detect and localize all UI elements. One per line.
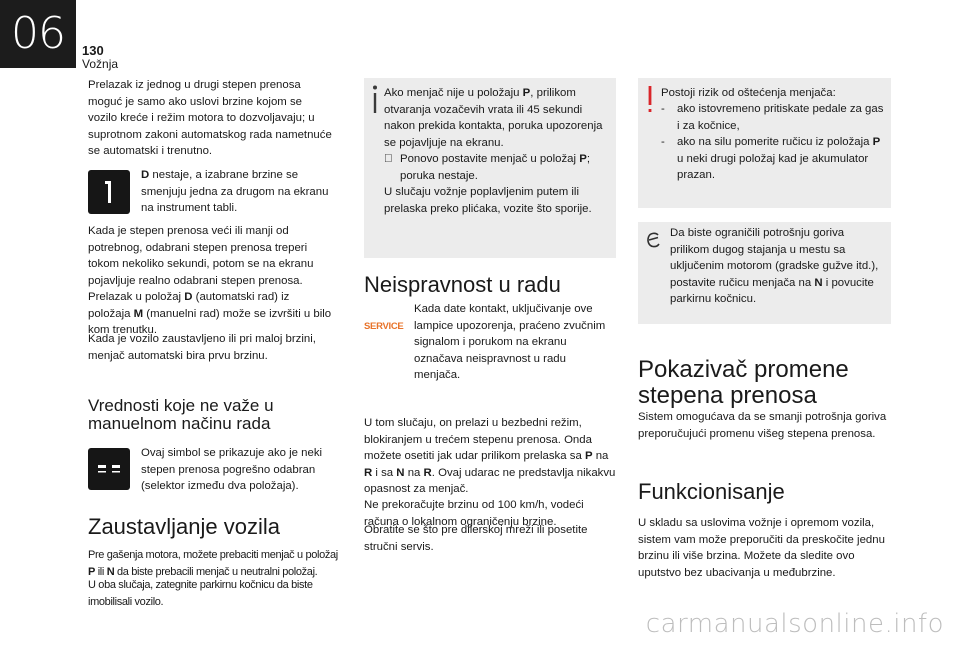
d-description	[141, 167, 331, 217]
d-text: nestaje, a izabrane brzine se smenjuju jedna za drugom na ekranu na instrument tabli.	[141, 169, 329, 215]
heading-stopping: Zaustavljanje vozila	[88, 514, 280, 539]
stopping-paragraph-1: Pre gašenja motora, možete prebaciti menjač u položaj P ili N da biste prebacili menjač u neutralni položaj.	[88, 549, 338, 578]
warning-exclamation-icon	[644, 84, 656, 114]
chapter-tab: 06	[0, 0, 76, 68]
section-name: Vožnja	[82, 57, 119, 71]
warning-list	[661, 101, 887, 184]
d-label: D	[141, 169, 150, 181]
heading-fault: Neispravnost u radu	[364, 272, 561, 297]
heading-gear-indicator: Pokazivač promene stepena prenosa	[638, 356, 849, 409]
warning-title: Postoji rizik od oštećenja menjača:	[661, 87, 836, 99]
warning-item-2: - ako na silu pomerite ručicu iz položaja P u neki drugi položaj kad je akumulator prazan.	[661, 136, 881, 182]
invalid-description: Ovaj simbol se prikazuje ako je neki stepen prenosa pogrešno odabran (selektor između dva položaja).	[141, 447, 323, 493]
info-bullet-item	[384, 151, 614, 184]
fault-description: Kada date kontakt, uključivanje ove lampice upozorenja, praćeno zvučnim signalom i porukom na ekranu označava neispravnost u radu menjača.	[414, 303, 606, 382]
info-text-1: Ako menjač nije u položaju P, prilikom otvaranja vozačevih vrata ili 45 sekundi nakon prekida kontakta, poruka upozorenja se pojavljuje na ekranu.	[384, 87, 603, 149]
arrow-bullet-icon	[384, 151, 400, 184]
fault-paragraph-3: Obratite se što pre dilerskoj mreži ili posetite stručni servis.	[364, 524, 588, 553]
service-warning-icon: SERVICE	[364, 321, 404, 332]
stopping-paragraph-2: U oba slučaja, zategnite parkirnu kočnicu da biste imobilisali vozilo.	[88, 579, 313, 608]
info-icon	[368, 84, 382, 114]
heading-invalid-values: Vrednosti koje ne važe u manuelnom načinu rada	[88, 396, 274, 433]
intro-paragraph: Prelazak iz jednog u drugi stepen prenosa moguć je samo ako uslovi brzine kojom se vozilo kreće i režim motora to dozvoljavaju; u suprotnom zakoni automatskog rada nametnuće se automatski i trenutno.	[88, 79, 332, 158]
page-number: 130	[82, 43, 104, 58]
gear-paragraph-3: Kada je vozilo zaustavljeno ili pri maloj brzini, menjač automatski bira prvu brzinu.	[88, 333, 316, 362]
invalid-gear-icon	[88, 448, 130, 490]
functioning-paragraph: U skladu sa uslovima vožnje i opremom vozila, sistem vam može preporučiti da preskočite jednu brzinu ili više brzina. Možete da sledite ovo uputstvo bez ubacivanja u međubrzine.	[638, 517, 885, 579]
eco-leaf-icon	[645, 230, 661, 250]
eco-text: Da biste ograničili potrošnju goriva prilikom dugog stajanja u mestu sa uključenim motorom (gradske gužve itd.), postavite ručicu menjača na N i povucite parkirnu kočnicu.	[670, 227, 879, 306]
heading-functioning: Funkcionisanje	[638, 479, 785, 504]
info-text-2: U slučaju vožnje poplavljenim putem ili prelaska preko plićaka, vozite što sporije.	[384, 186, 592, 215]
fault-paragraph-2: Ne prekoračujte brzinu od 100 km/h, vodeći računa o lokalnom ograničenju brzine.	[364, 499, 584, 528]
gear-paragraph-2: Prelazak u položaj D (automatski rad) iz položaja M (manuelni rad) može se izvršiti u bilo kom trenutku.	[88, 291, 332, 337]
fault-paragraph-1: U tom slučaju, on prelazi u bezbedni režim, blokiranjem u trećem stepenu prenosa. Onda možete osetiti jak udar prilikom prelaska sa P na R i sa N na R. Ovaj udarac ne predstavlja nikakvu opasnost za menjač.	[364, 417, 616, 496]
gear-paragraph-1: Kada je stepen prenosa veći ili manji od potrebnog, odabrani stepen prenosa treperi tokom nekoliko sekundi, potom se na ekranu pojavljuje realno odabrani stepen prenosa.	[88, 225, 314, 287]
indicator-paragraph: Sistem omogućava da se smanji potrošnja goriva preporučujući promenu višeg stepena prenosa.	[638, 411, 887, 440]
info-bullet-text: Ponovo postavite menjač u položaj P; poruka nestaje.	[400, 153, 590, 182]
watermark: carmanualsonline.info	[645, 609, 944, 639]
warning-item-1: - ako istovremeno pritiskate pedale za gas i za kočnice,	[661, 103, 884, 132]
gear-d-icon	[88, 170, 130, 214]
